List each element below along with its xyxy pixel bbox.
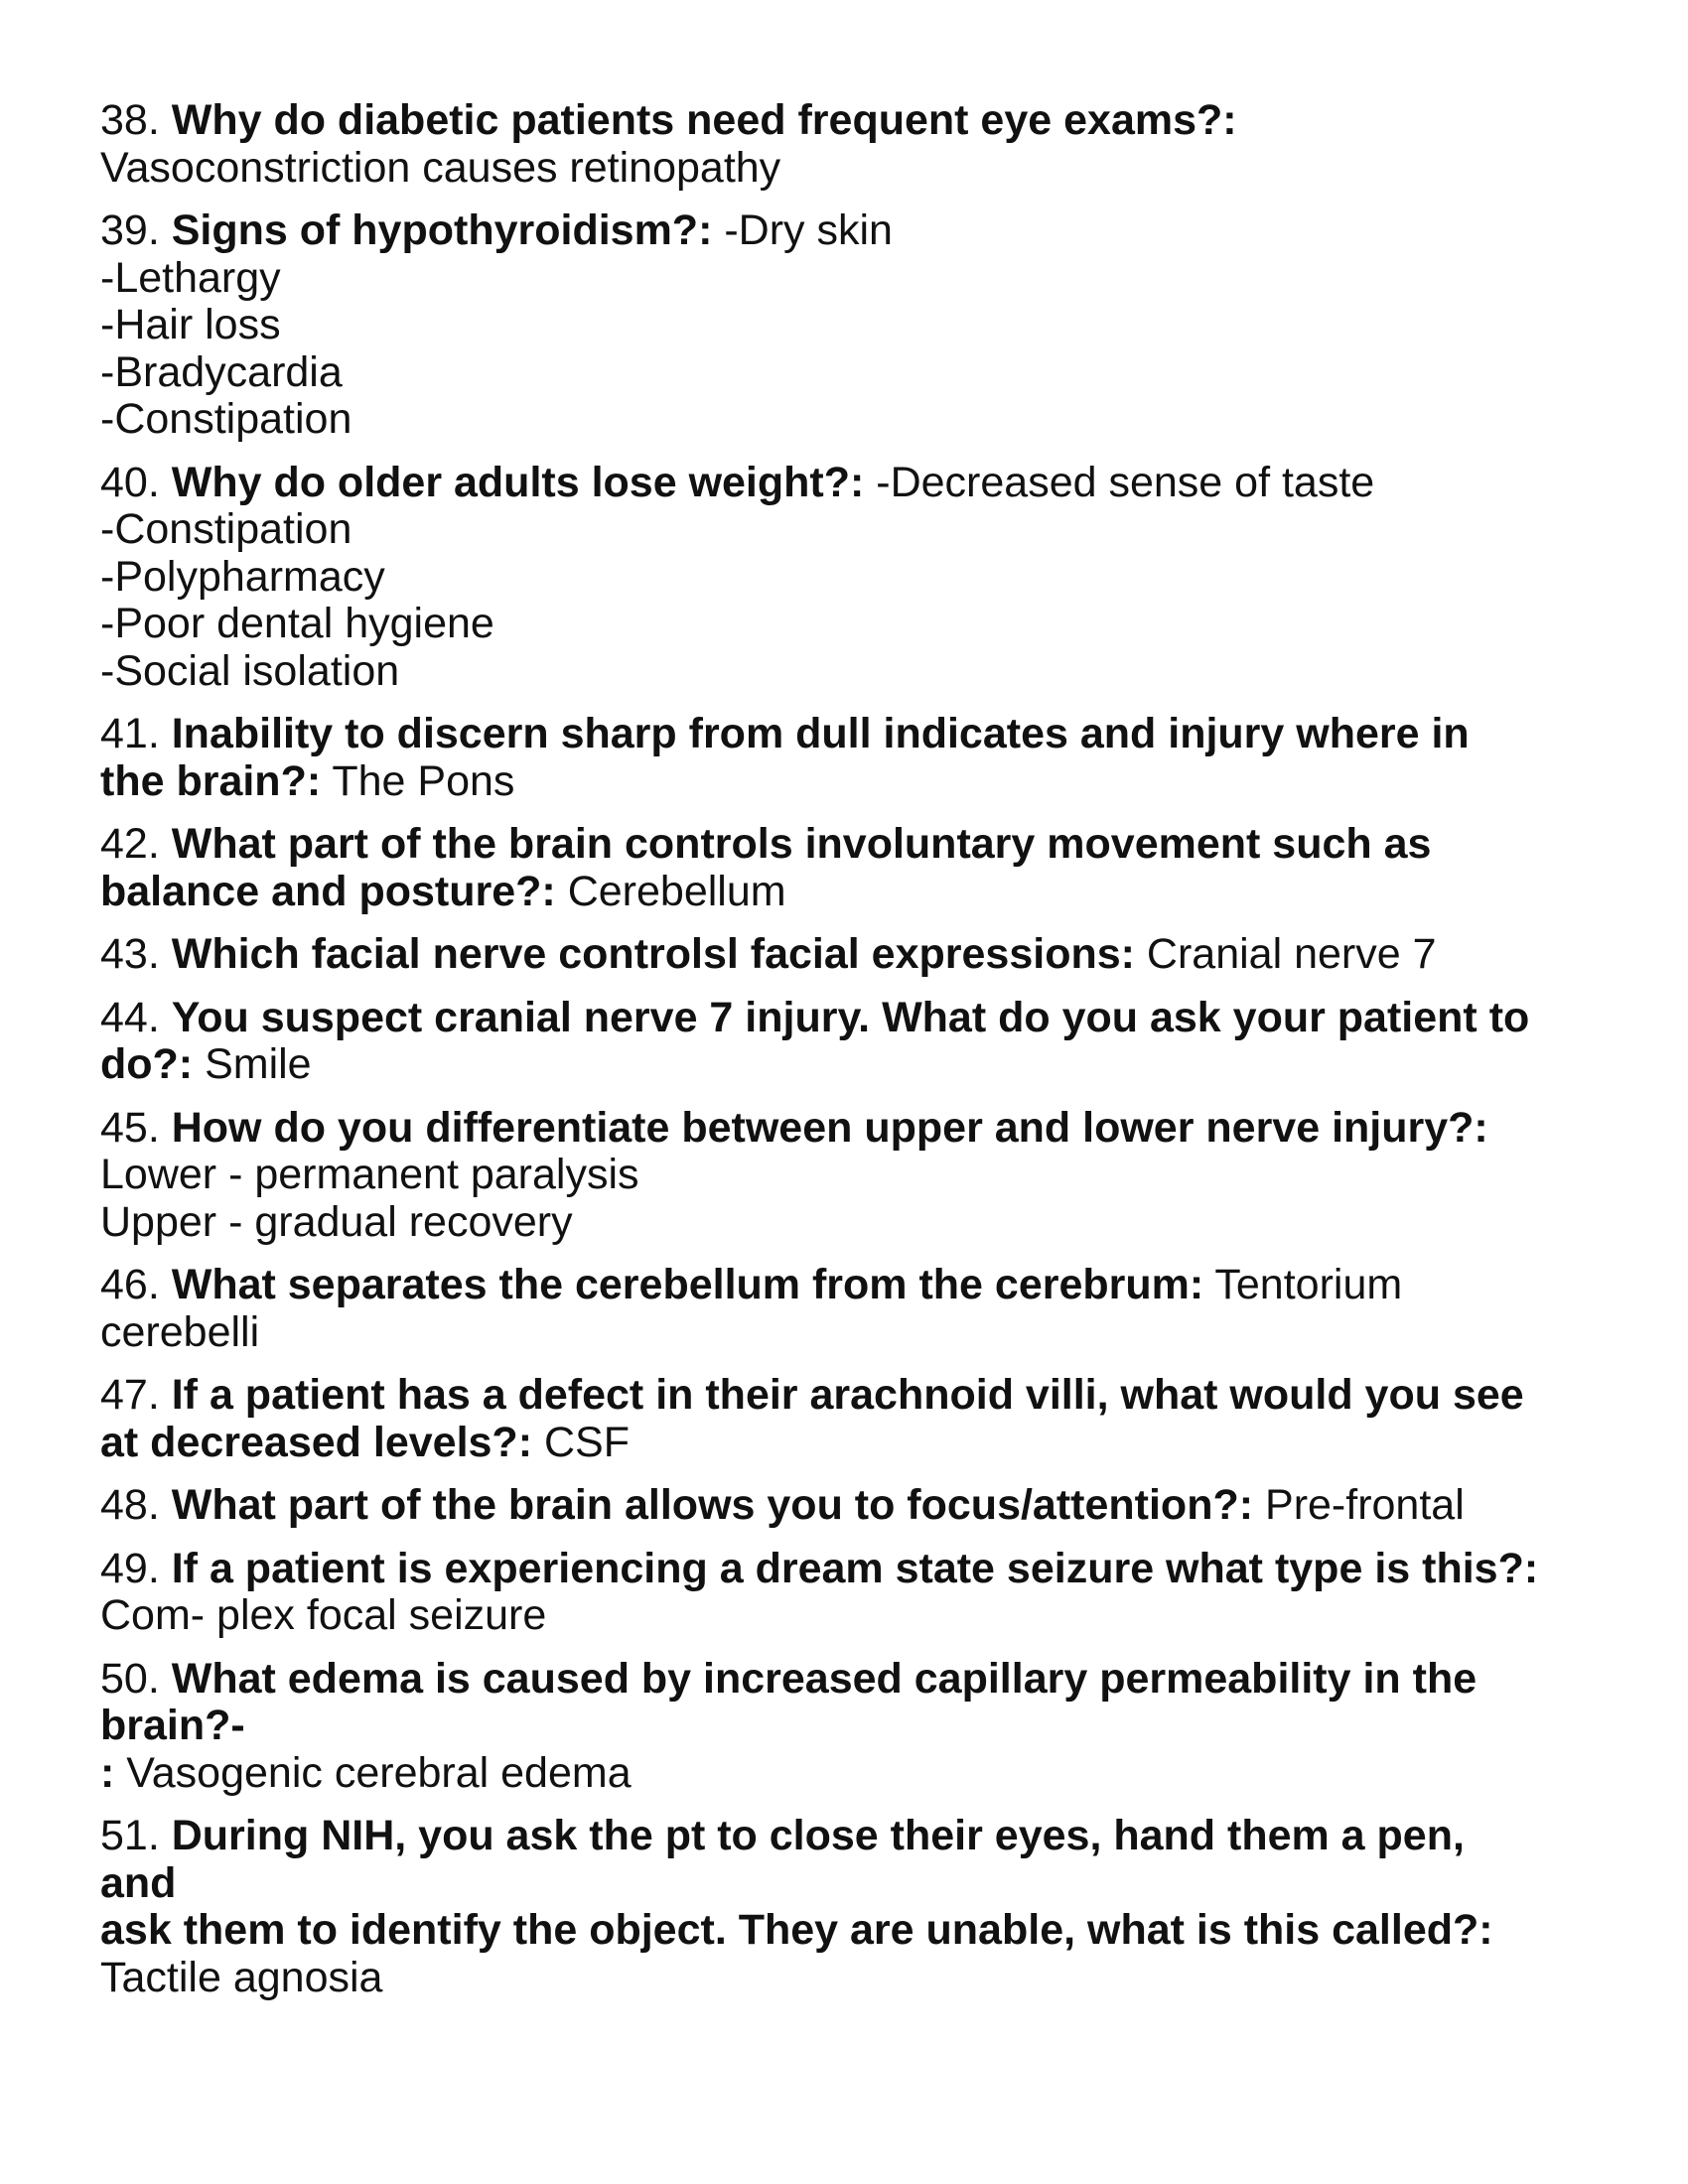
- item-number: 49.: [100, 1544, 160, 1592]
- item-number: 40.: [100, 458, 160, 506]
- qa-item-38: [100, 97, 1629, 192]
- item-number: 43.: [100, 930, 160, 978]
- item-number: 45.: [100, 1103, 160, 1152]
- question-text: Why do diabetic patients need frequent eye exams?:: [171, 96, 1237, 144]
- question-text: Signs of hypothyroidism?:: [171, 206, 713, 254]
- answer-text: Vasoconstriction causes retinopathy: [100, 143, 781, 192]
- document-page: [100, 97, 1629, 2017]
- answer-text: Tentorium cerebelli: [100, 1261, 1403, 1356]
- answer-text: Tactile agnosia: [100, 1953, 383, 2001]
- answer-text: Com- plex focal seizure: [100, 1591, 547, 1639]
- question-text: You suspect cranial nerve 7 injury. What do you ask your patient to do?:: [100, 993, 1530, 1088]
- question-text: What edema is caused by increased capillary permeability in the brain?- :: [100, 1654, 1477, 1797]
- item-number: 44.: [100, 993, 160, 1041]
- qa-item-51: [100, 1813, 1629, 2001]
- answer-text: The Pons: [332, 756, 515, 805]
- answer-text: -Dry skin -Lethargy -Hair loss -Bradycardia -Constipation: [100, 206, 893, 443]
- question-text: What part of the brain allows you to focus/attention?:: [171, 1481, 1254, 1529]
- qa-item-49: [100, 1546, 1629, 1640]
- item-number: 51.: [100, 1812, 160, 1859]
- item-number: 47.: [100, 1371, 160, 1419]
- item-number: 38.: [100, 96, 160, 144]
- qa-item-41: [100, 711, 1629, 805]
- qa-item-43: [100, 931, 1629, 979]
- answer-text: Pre-frontal: [1265, 1481, 1465, 1529]
- qa-item-42: [100, 821, 1629, 915]
- qa-item-44: [100, 995, 1629, 1089]
- qa-item-39: [100, 207, 1629, 444]
- question-text: If a patient has a defect in their arachnoid villi, what would you see at decreased levels?:: [100, 1371, 1524, 1466]
- answer-text: Smile: [205, 1040, 312, 1088]
- question-text: What separates the cerebellum from the cerebrum:: [171, 1261, 1204, 1308]
- answer-text: Lower - permanent paralysis Upper - gradual recovery: [100, 1151, 639, 1246]
- qa-item-45: [100, 1105, 1629, 1247]
- answer-text: Cranial nerve 7: [1146, 930, 1437, 978]
- item-number: 48.: [100, 1481, 160, 1529]
- item-number: 50.: [100, 1654, 160, 1703]
- answer-text: Cerebellum: [567, 867, 786, 915]
- answer-text: -Decreased sense of taste -Constipation -Polypharmacy -Poor dental hygiene -Social isolation: [100, 458, 1375, 695]
- answer-text: Vasogenic cerebral edema: [126, 1748, 632, 1797]
- answer-text: CSF: [543, 1418, 630, 1466]
- qa-item-50: [100, 1656, 1629, 1798]
- item-number: 41.: [100, 710, 160, 757]
- item-number: 46.: [100, 1261, 160, 1308]
- qa-item-40: [100, 460, 1629, 696]
- item-number: 39.: [100, 206, 160, 254]
- question-text: How do you differentiate between upper and lower nerve injury?:: [171, 1103, 1488, 1152]
- question-text: What part of the brain controls involuntary movement such as balance and posture?:: [100, 820, 1432, 915]
- question-text: Which facial nerve controlsl facial expressions:: [171, 930, 1135, 978]
- question-text: During NIH, you ask the pt to close their eyes, hand them a pen, and ask them to identify the object. They are unable, what is this called?:: [100, 1812, 1493, 1954]
- qa-item-48: [100, 1482, 1629, 1530]
- question-text: If a patient is experiencing a dream state seizure what type is this?:: [171, 1544, 1539, 1592]
- question-text: Inability to discern sharp from dull indicates and injury where in the brain?:: [100, 710, 1470, 805]
- qa-item-47: [100, 1372, 1629, 1466]
- question-text: Why do older adults lose weight?:: [171, 458, 865, 506]
- item-number: 42.: [100, 820, 160, 868]
- qa-item-46: [100, 1262, 1629, 1356]
